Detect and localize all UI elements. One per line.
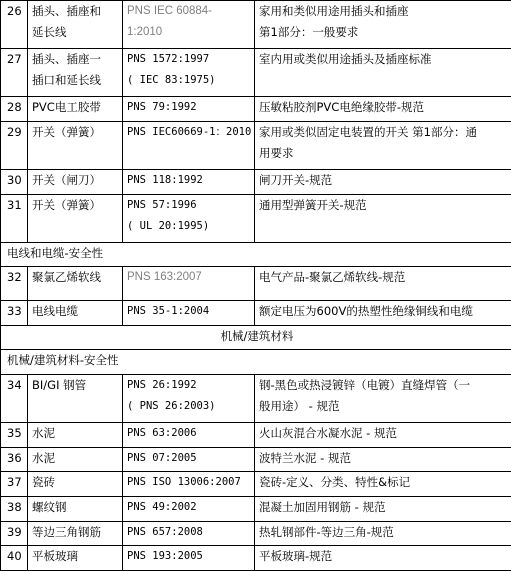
- standard-title: [255, 521, 511, 546]
- standard-code: [123, 170, 255, 195]
- product-name: [28, 423, 123, 448]
- table-row: [1, 374, 511, 422]
- product-name-line: 瓷砖: [32, 475, 55, 490]
- standard-title: [255, 1, 511, 49]
- product-name-line: PVC电工胶带: [32, 100, 101, 115]
- standard-title: [255, 49, 511, 97]
- product-name: [28, 194, 123, 242]
- product-name: [28, 472, 123, 497]
- product-name: [28, 546, 123, 571]
- table-row: [1, 1, 511, 49]
- standard-title: [255, 496, 511, 521]
- section-title: 电线和电缆-安全性: [1, 242, 511, 267]
- standard-code: [123, 121, 255, 169]
- standard-code-line: ( UL 20:1995): [127, 219, 210, 232]
- standard-code: [123, 301, 255, 326]
- product-name: [28, 97, 123, 122]
- standard-code-line: PNS 63:2006: [127, 427, 197, 440]
- standard-title-line: 般用途） - 规范: [259, 398, 340, 413]
- product-name: [28, 267, 123, 301]
- standard-code: [123, 194, 255, 242]
- product-name-line: 平板玻璃: [32, 549, 78, 564]
- item-number: 40: [1, 546, 28, 571]
- table-row: [1, 423, 511, 448]
- standard-code: [123, 447, 255, 472]
- standard-title-line: 电气产品-聚氯乙烯软线-规范: [259, 270, 406, 285]
- standard-code-line: PNS 163:2007: [127, 271, 202, 284]
- section-title: 机械/建筑材料: [1, 325, 511, 350]
- standard-code-line: PNS IEC 60884-: [127, 5, 213, 17]
- standard-title-line: 波特兰水泥 - 规范: [259, 450, 351, 465]
- table-body: [1, 1, 511, 571]
- standard-title-line: 室内用或类似用途插头及插座标准: [259, 52, 432, 67]
- item-number: 32: [1, 267, 28, 301]
- product-name: [28, 1, 123, 49]
- table-row: [1, 447, 511, 472]
- product-name-line: 开关（弹簧）: [32, 197, 101, 212]
- product-name-line: 螺纹钢: [32, 499, 67, 514]
- standard-code-line: PNS 118:1992: [127, 174, 203, 187]
- table-row: [1, 267, 511, 301]
- section-header-row: [1, 325, 511, 350]
- standard-title-line: 第1部分：一般要求: [259, 25, 359, 39]
- standard-code-line: ( IEC 83:1975): [127, 74, 216, 87]
- item-number: 39: [1, 521, 28, 546]
- table-row: [1, 521, 511, 546]
- product-name-line: 电线电缆: [32, 304, 78, 319]
- table-row: [1, 170, 511, 195]
- standard-code-line: PNS 57:1996: [127, 198, 197, 211]
- standard-code: [123, 521, 255, 546]
- standard-title-line: 平板玻璃-规范: [259, 549, 333, 564]
- product-name: [28, 301, 123, 326]
- standard-title-line: 额定电压为600V的热塑性绝缘铜线和电缆: [259, 304, 473, 319]
- product-name-line: 等边三角钢筋: [32, 524, 101, 539]
- standard-title: [255, 121, 511, 169]
- standard-code-line: ( PNS 26:2003): [127, 399, 216, 412]
- item-number: 35: [1, 423, 28, 448]
- standard-code-line: PNS 193:2005: [127, 550, 203, 563]
- product-name: [28, 121, 123, 169]
- product-name: [28, 170, 123, 195]
- item-number: 29: [1, 121, 28, 169]
- standard-title-line: 火山灰混合水凝水泥 - 规范: [259, 426, 397, 441]
- product-name-line: 插头、插座一: [32, 52, 101, 67]
- product-name: [28, 374, 123, 422]
- table-row: [1, 472, 511, 497]
- standard-title: [255, 423, 511, 448]
- standard-code-line: 1:2010: [127, 26, 163, 38]
- item-number: 30: [1, 170, 28, 195]
- standard-code-line: PNS IEC60669-1：2010: [127, 125, 252, 138]
- standard-title-line: 热轧钢部件-等边三角-规范: [259, 524, 394, 539]
- product-name: [28, 496, 123, 521]
- standard-title: [255, 97, 511, 122]
- standard-code-line: PNS 49:2002: [127, 500, 197, 513]
- product-name-line: 延长线: [32, 25, 67, 39]
- standard-title-line: 用要求: [259, 145, 294, 160]
- product-name-line: 聚氯乙烯软线: [32, 270, 101, 285]
- table-row: [1, 121, 511, 169]
- standard-code: [123, 97, 255, 122]
- product-name-line: BI/GI 钢管: [32, 377, 87, 392]
- product-name-line: 插口和延长线: [32, 73, 101, 88]
- section-header-row: [1, 242, 511, 267]
- table-row: [1, 97, 511, 122]
- item-number: 36: [1, 447, 28, 472]
- product-name: [28, 447, 123, 472]
- standard-title: [255, 267, 511, 301]
- standard-title: [255, 194, 511, 242]
- standard-title-line: 闸刀开关-规范: [259, 173, 333, 188]
- table-row: [1, 301, 511, 326]
- standard-title: [255, 447, 511, 472]
- product-name-line: 插头、插座和: [32, 4, 101, 18]
- standard-code: [123, 374, 255, 422]
- standard-title-line: 家用或类似固定电装置的开关 第1部分：通: [259, 124, 477, 139]
- standard-title-line: 通用型弹簧开关-规范: [259, 197, 367, 212]
- item-number: 31: [1, 194, 28, 242]
- standard-title: [255, 546, 511, 571]
- standard-code-line: PNS 79:1992: [127, 101, 197, 114]
- standard-code-line: PNS 07:2005: [127, 451, 197, 464]
- standard-title-line: 瓷砖-定义、分类、特性&标记: [259, 475, 411, 490]
- table-row: [1, 546, 511, 571]
- item-number: 28: [1, 97, 28, 122]
- standard-code-line: PNS ISO 13006:2007: [127, 476, 241, 489]
- standard-title: [255, 374, 511, 422]
- product-name: [28, 521, 123, 546]
- standard-title-line: 压敏粘胶剂PVC电绝缘胶带-规范: [259, 100, 424, 115]
- table-row: [1, 496, 511, 521]
- standard-title-line: 钢-黑色或热浸镀锌（电镀）直缝焊管（一: [259, 377, 471, 392]
- standard-code: [123, 472, 255, 497]
- product-name-line: 水泥: [32, 450, 55, 465]
- table-row: [1, 194, 511, 242]
- standard-code-line: PNS 35-1:2004: [127, 305, 210, 318]
- standard-code: [123, 267, 255, 301]
- product-name-line: 开关（闸刀）: [32, 173, 101, 188]
- standard-code-line: PNS 657:2008: [127, 525, 203, 538]
- standard-title: [255, 170, 511, 195]
- standard-title-line: 家用和类似用途用插头和插座: [259, 4, 409, 18]
- standard-code: [123, 423, 255, 448]
- item-number: 33: [1, 301, 28, 326]
- item-number: 27: [1, 49, 28, 97]
- standard-title-line: 混凝土加固用钢筋 - 规范: [259, 499, 386, 514]
- item-number: 34: [1, 374, 28, 422]
- item-number: 38: [1, 496, 28, 521]
- standard-code-line: PNS 26:1992: [127, 378, 197, 391]
- standard-title: [255, 472, 511, 497]
- table-row: [1, 49, 511, 97]
- product-name: [28, 49, 123, 97]
- item-number: 26: [1, 1, 28, 49]
- standard-title: [255, 301, 511, 326]
- standard-code: [123, 546, 255, 571]
- standard-code: [123, 496, 255, 521]
- product-name-line: 开关（弹簧）: [32, 124, 101, 139]
- standard-code: [123, 1, 255, 49]
- standard-code-line: PNS 1572:1997: [127, 53, 210, 66]
- item-number: 37: [1, 472, 28, 497]
- section-header-row: [1, 350, 511, 375]
- product-name-line: 水泥: [32, 426, 55, 441]
- standard-code: [123, 49, 255, 97]
- section-title: 机械/建筑材料-安全性: [1, 350, 511, 375]
